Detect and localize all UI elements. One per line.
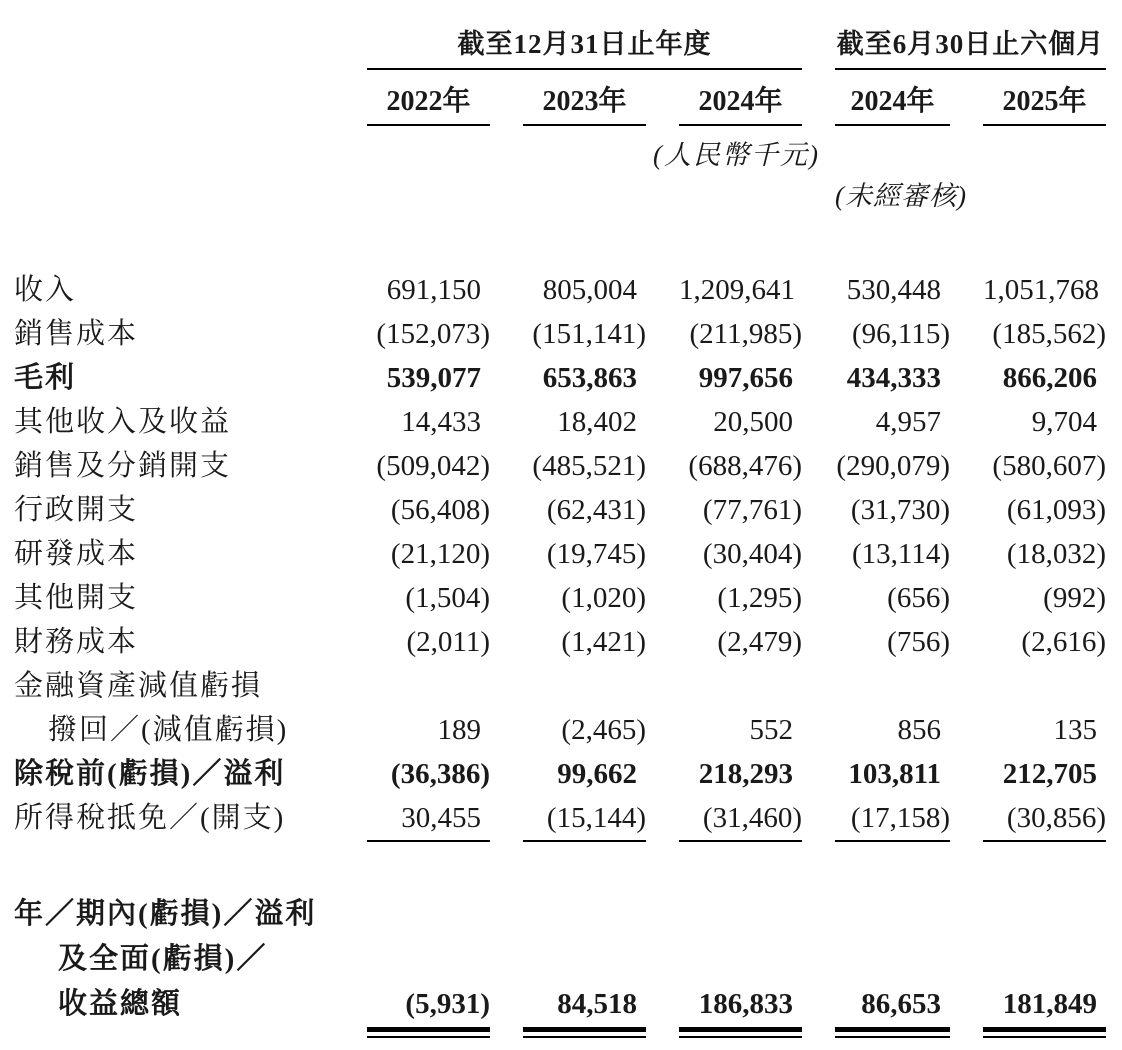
cell-value: 434,333	[846, 362, 941, 394]
cell-value: (36,386)	[390, 758, 490, 790]
cell-value: (17,158)	[850, 802, 950, 834]
cell-value: (5,931)	[405, 988, 490, 1020]
single-rule	[983, 840, 1106, 844]
cell-value: 218,293	[698, 758, 793, 790]
row-label: 研發成本	[14, 538, 139, 570]
cell-value: (56,408)	[390, 494, 490, 526]
row-label: 撥回／(減值虧損)	[48, 714, 289, 746]
cell-value: (2,616)	[1021, 626, 1106, 658]
audit-note-row	[14, 174, 1106, 218]
cell-value: (15,144)	[546, 802, 646, 834]
row-other-income	[14, 400, 1106, 444]
single-rule	[367, 840, 490, 844]
col-group-interim: 截至6月30日止六個月	[835, 26, 1106, 70]
double-rule	[367, 1027, 490, 1038]
double-rule	[679, 1027, 802, 1038]
row-impairment-label-line	[14, 664, 1106, 708]
cell-value: (31,730)	[850, 494, 950, 526]
row-profit-before-tax	[14, 752, 1106, 796]
cell-value: (1,504)	[405, 582, 490, 614]
single-rule	[523, 840, 646, 844]
cell-value: (290,079)	[836, 450, 950, 482]
row-label: 毛利	[14, 362, 77, 394]
cell-value: (688,476)	[688, 450, 802, 482]
cell-value: 20,500	[713, 406, 793, 438]
row-label: 銷售及分銷開支	[14, 450, 232, 482]
row-cost-of-sales	[14, 312, 1106, 356]
row-admin-expenses	[14, 488, 1106, 532]
double-rule-row	[14, 1027, 1106, 1038]
cell-value: (756)	[887, 626, 950, 658]
cell-value: 189	[437, 714, 481, 746]
cell-value: (485,521)	[532, 450, 646, 482]
cell-value: (21,120)	[390, 538, 490, 570]
row-other-expenses	[14, 576, 1106, 620]
row-label: 金融資產減值虧損	[14, 670, 263, 702]
cell-value: 1,051,768	[983, 274, 1099, 306]
cell-value: 84,518	[557, 988, 637, 1020]
cell-value: 14,433	[401, 406, 481, 438]
column-group-header-row	[14, 26, 1106, 70]
cell-value: 9,704	[1031, 406, 1097, 438]
cell-value: (2,465)	[561, 714, 646, 746]
single-rule-row	[14, 840, 1106, 844]
row-impairment-reversal	[14, 708, 1106, 752]
col-year-2024-interim: 2024年	[835, 84, 950, 126]
cell-value: 805,004	[542, 274, 637, 306]
row-label: 財務成本	[14, 626, 139, 658]
cell-value: 99,662	[557, 758, 637, 790]
cell-value: (30,404)	[702, 538, 802, 570]
cell-value: 18,402	[557, 406, 637, 438]
cell-value: (18,032)	[1006, 538, 1106, 570]
cell-value: (61,093)	[1006, 494, 1106, 526]
row-total-comprehensive-income	[14, 982, 1106, 1027]
single-rule	[835, 840, 950, 844]
cell-value: 1,209,641	[679, 274, 795, 306]
cell-value: (2,479)	[717, 626, 802, 658]
row-label: 其他開支	[14, 582, 139, 614]
cell-value: 691,150	[386, 274, 481, 306]
cell-value: (1,421)	[561, 626, 646, 658]
cell-value: (185,562)	[992, 318, 1106, 350]
row-label: 除稅前(虧損)／溢利	[14, 758, 286, 790]
row-label: 行政開支	[14, 494, 139, 526]
col-year-2022: 2022年	[367, 84, 490, 126]
cell-value: (62,431)	[546, 494, 646, 526]
cell-value: (30,856)	[1006, 802, 1106, 834]
row-income-tax	[14, 796, 1106, 840]
row-label: 及全面(虧損)／	[58, 943, 268, 975]
row-label: 其他收入及收益	[14, 406, 232, 438]
cell-value: (992)	[1043, 582, 1106, 614]
row-rd-costs	[14, 532, 1106, 576]
row-finance-costs	[14, 620, 1106, 664]
cell-value: (2,011)	[406, 626, 490, 658]
cell-value: 4,957	[875, 406, 941, 438]
cell-value: 86,653	[861, 988, 941, 1020]
double-rule	[835, 1027, 950, 1038]
cell-value: (152,073)	[376, 318, 490, 350]
row-gross-profit	[14, 356, 1106, 400]
col-year-2023: 2023年	[523, 84, 646, 126]
cell-value: 530,448	[846, 274, 941, 306]
cell-value: (31,460)	[702, 802, 802, 834]
cell-value: (1,295)	[717, 582, 802, 614]
row-label: 收入	[14, 274, 77, 306]
row-revenue	[14, 268, 1106, 312]
cell-value: (151,141)	[532, 318, 646, 350]
cell-value: 135	[1053, 714, 1097, 746]
row-total-label-line1	[14, 892, 1106, 937]
cell-value: 653,863	[542, 362, 637, 394]
cell-value: (77,761)	[702, 494, 802, 526]
unit-note-row	[14, 136, 1106, 174]
row-selling-distribution-expenses	[14, 444, 1106, 488]
cell-value: 552	[749, 714, 793, 746]
cell-value: 30,455	[401, 802, 481, 834]
cell-value: 856	[897, 714, 941, 746]
cell-value: (211,985)	[689, 318, 802, 350]
cell-value: 539,077	[386, 362, 481, 394]
cell-value: (13,114)	[852, 538, 950, 570]
cell-value: 181,849	[1002, 988, 1097, 1020]
row-label: 所得稅抵免／(開支)	[14, 802, 286, 834]
cell-value: (656)	[887, 582, 950, 614]
col-year-2025-interim: 2025年	[983, 84, 1106, 126]
row-label: 收益總額	[58, 988, 183, 1020]
col-year-2024: 2024年	[679, 84, 802, 126]
cell-value: 103,811	[848, 758, 941, 790]
cell-value: (1,020)	[561, 582, 646, 614]
cell-value: 866,206	[1002, 362, 1097, 394]
cell-value: 186,833	[698, 988, 793, 1020]
cell-value: (96,115)	[852, 318, 950, 350]
double-rule	[523, 1027, 646, 1038]
single-rule	[679, 840, 802, 844]
col-group-annual: 截至12月31日止年度	[367, 26, 802, 70]
row-label: 銷售成本	[14, 318, 139, 350]
currency-unit-note: (人民幣千元)	[653, 140, 820, 170]
cell-value: (580,607)	[992, 450, 1106, 482]
cell-value: (19,745)	[546, 538, 646, 570]
double-rule	[983, 1027, 1106, 1038]
cell-value: 212,705	[1002, 758, 1097, 790]
row-label: 年／期內(虧損)／溢利	[14, 898, 317, 930]
row-total-label-line2	[14, 937, 1106, 982]
cell-value: (509,042)	[376, 450, 490, 482]
cell-value: 997,656	[698, 362, 793, 394]
year-header-row	[14, 84, 1106, 126]
unaudited-note: (未經審核)	[835, 181, 967, 211]
